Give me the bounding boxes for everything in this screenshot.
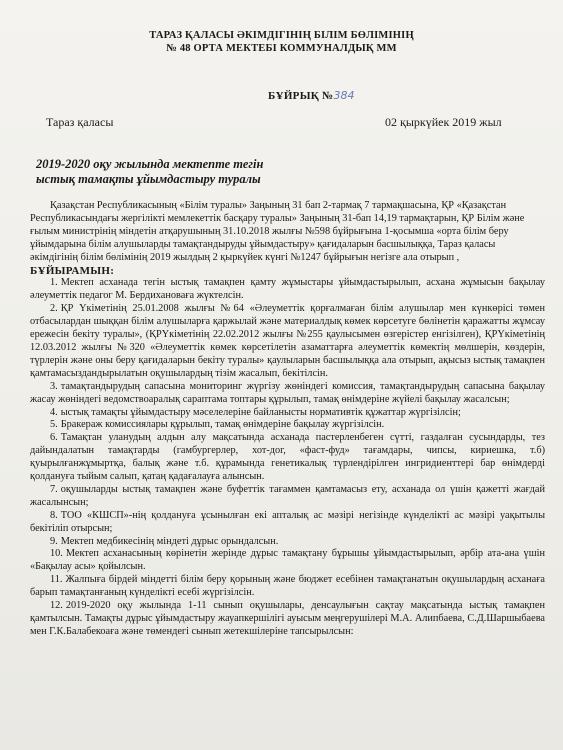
- order-item-number: 7.: [50, 483, 58, 495]
- order-item-text: Бракераж комиссиялары құрылып, тамақ өнімдеріне бақылау жүргізілсін.: [60, 419, 385, 431]
- order-item-number: 1.: [50, 277, 58, 289]
- order-item: [30, 303, 545, 380]
- order-title-line1: 2019-2020 оқу жылында мектепте тегін: [36, 157, 264, 171]
- order-item: [30, 381, 545, 407]
- order-item-number: 11.: [50, 574, 63, 586]
- order-item: [30, 419, 545, 432]
- document-body: [30, 200, 545, 639]
- order-item-text: Тамақтан уланудың алдын алу мақсатында асханада пастерленбеген сүтті, газдалған сусындарды, тез дайындалатын тамақтарды (гамбургерлер, хот-дог, «фаст-фуд» тағамдары, чипсы, кириешка, т.б) қуырылғанжұмыртқа, балық және т.б. құрамында генетикалық түрлендірілген ингридиенттері бар өнімдерді қолдануға тыйым салып, қатаң қадағалауға алынсын.: [30, 432, 545, 483]
- order-number-handwritten: 384: [333, 89, 355, 102]
- order-item-text: ҚР Үкіметінің 25.01.2008 жылғы №64 «Әлеуметтік қорғалмаған білім алушылар мен күнкөрісі төмен отбасылардан шыққан білім алушыларға қаржылай және материалдық көмек көрсетуге бөлінетін қаражатты жұмсау ережесін бекіту туралы», (ҚРҮкіметінің 22.02.2012 жылғы №255 қаулысымен өзгерістер енгізілген), ҚРҮкіметінің 12.03.2012 жылғы №320 «Әлеуметтік көмек көрсетілетін азаматтарға әлеуметтік көмектің мөлшерін, көздерін, түрлерін және оны беру қағидаларын бекіту туралы» қаулыларын басшылыққа ала отырып, ақысыз ыстық тамақпен қамтамасыздандырылатын оқушылардың тізім жасалып, бекітілсін.: [30, 303, 545, 379]
- order-item: [30, 432, 545, 484]
- order-item: [30, 407, 545, 420]
- order-item-text: Жалпыға бірдей міндетті білім беру қорының және бюджет есебінен тамақтанатын оқушылардың асханаға барып тамақтанғаның күнделікті есебі жүргізілсін.: [30, 574, 545, 599]
- date: 02 қыркүйек 2019 жыл: [385, 115, 502, 129]
- order-item-text: Мектеп асханасының көрінетін жерінде дұрыс тамақтану бұрышы ұйымдастырылып, әрбір ата-ана үшін «Бақылау асы» қойылсын.: [30, 548, 545, 573]
- order-item: [30, 548, 545, 574]
- order-item-text: Мектеп асханада тегін ыстық тамақпен қамту жұмыстары ұйымдастырылып, асхана жұмысын бақылау әлеуметтік педагог М. Бердихановаға жүктелсін.: [30, 277, 545, 302]
- order-item-number: 12.: [50, 600, 63, 612]
- order-item: [30, 574, 545, 600]
- order-item-number: 6.: [50, 432, 58, 444]
- order-item: [30, 510, 545, 536]
- order-label: БҰЙРЫҚ №: [268, 90, 334, 102]
- order-item-text: ыстық тамақты ұйымдастыру мәселелеріне байланысты нормативтік құжаттар жүргізілсін;: [60, 406, 461, 418]
- order-title-line2: ыстық тамақты ұйымдастыру туралы: [36, 172, 261, 186]
- decree-label: БҰЙЫРАМЫН:: [30, 264, 115, 277]
- order-item: [30, 484, 545, 510]
- order-item-number: 8.: [50, 509, 58, 521]
- org-name-line1: ТАРАЗ ҚАЛАСЫ ӘКІМДІГІНІҢ БІЛІМ БӨЛІМІНІҢ: [149, 30, 414, 41]
- order-item: [30, 536, 545, 549]
- items-list: [30, 277, 545, 638]
- order-item-number: 3.: [50, 380, 58, 392]
- order-item: [30, 277, 545, 303]
- order-item-text: 2019-2020 оқу жылында 1-11 сынып оқушылары, денсаулығын сақтау мақсатында ыстық тамақпен қамтылсын. Тамақты дұрыс ұйымдастыру жауапкершілігі ауысым меңгерушілері М.А. Алипбаева, С.Д.Шаршыбаева мен Г.К.Балабекоаға және төмендегі сынып жетекшілеріне тапсырылсын:: [30, 600, 545, 637]
- order-item-number: 2.: [50, 303, 58, 315]
- preamble: Қазақстан Республикасының «Білім туралы» Заңының 31 бап 2-тармақ 7 тармақшасына, ҚР «Қазақстан Республикасындағы жергілікті мемлекеттік басқару туралы» Заңының 31-бап 14,19 тармақтарын, ҚР Білім және ғылым министрінің міндетін атқарушының 31.10.2018 жылғы №598 бұйрығына 1-қосымша «орта білім беру ұйымдарына білім алушыларды тамақтандыруды ұйымдастыру» қағидаларын басшылыққа, Тараз қаласы әкімдігінің білім бөлімінің 2019 жылдың 2 қыркүйек күнгі №1247 бұйрығын негізге ала отырып ,: [30, 200, 525, 263]
- org-name-line2: № 48 ОРТА МЕКТЕБІ КОММУНАЛДЫҚ ММ: [166, 43, 397, 54]
- order-item-text: тамақтандырудың сапасына мониторинг жүргізу жөніндегі комиссия, тамақтандырудың сапасына бақылау жасау жөніндегі ведомствоаралық сараптама топтары құрылып, тамақ өнімдеріне жүйелі бақылау жасалсын;: [30, 380, 545, 405]
- order-item-number: 10.: [50, 548, 63, 560]
- order-item-text: оқушыларды ыстық тамақпен және буфеттік тағаммен қамтамасыз ету, асханада ол үшін қажетті жағдай жасалынсын;: [30, 483, 545, 508]
- order-item-text: Мектеп медбикесінің міндеті дұрыс орындалсын.: [60, 535, 279, 547]
- order-item: [30, 600, 545, 639]
- order-heading: [268, 86, 354, 104]
- order-item-text: ТОО «КШСП»-нің қолдануға ұсынылған екі апталық ас мәзірі негізінде күнделікті ас мәзірі уақытылы бекітіліп отырсын;: [30, 509, 545, 534]
- order-item-number: 9.: [50, 535, 58, 547]
- order-item-number: 5.: [50, 419, 58, 431]
- place: Тараз қаласы: [46, 115, 114, 129]
- order-item-number: 4.: [50, 406, 58, 418]
